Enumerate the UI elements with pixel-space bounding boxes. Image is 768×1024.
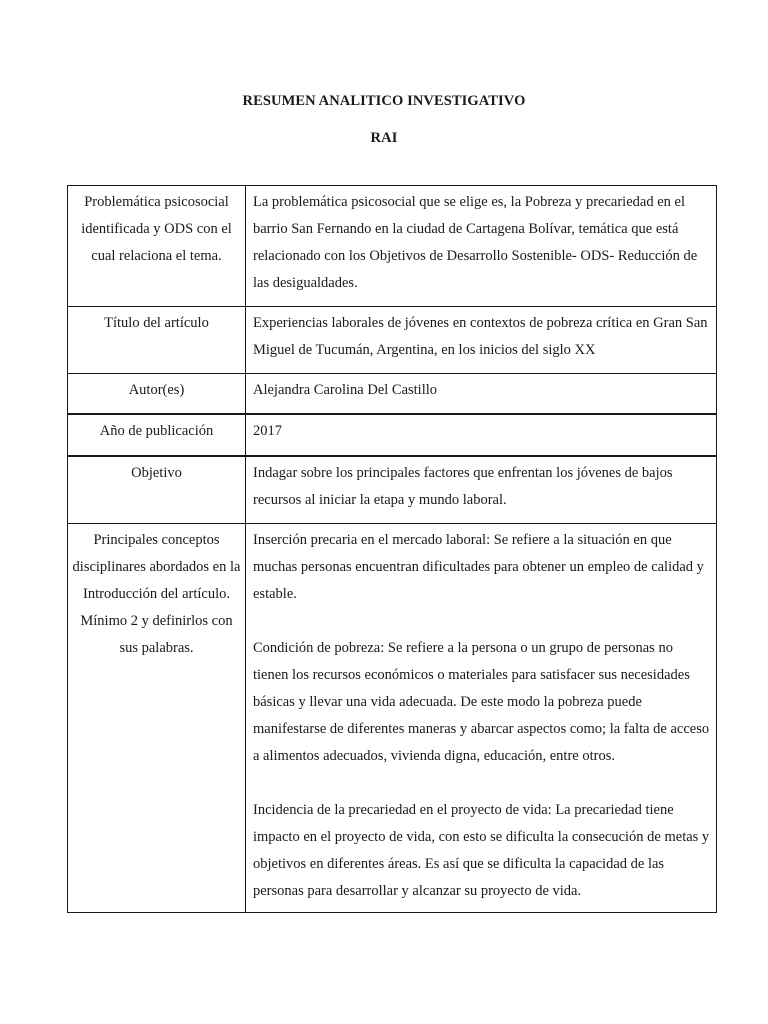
row-value-objetivo: Indagar sobre los principales factores que enfrentan los jóvenes de bajos recursos al iniciar la etapa y mundo laboral. [246,456,717,524]
row-label-titulo: Título del artículo [68,307,246,374]
row-label-conceptos-line-2: Mínimo 2 y definirlos con sus palabras. [80,613,233,656]
row-label-anio: Año de publicación [68,414,246,456]
row-value-problematica: La problemática psicosocial que se elige es, la Pobreza y precariedad en el barrio San Fernando en la ciudad de Cartagena Bolívar, temática que está relacionado con los Objetivos de Desarrollo Sostenible- ODS- Reducción de las desigualdades. [246,186,717,307]
table-row-titulo [68,307,717,374]
row-label-autor: Autor(es) [68,374,246,415]
rai-table [67,185,717,913]
row-value-autor: Alejandra Carolina Del Castillo [246,374,717,415]
concept-insercion-precaria: Inserción precaria en el mercado laboral: Se refiere a la situación en que muchas personas encuentran dificultades para obtener un empleo de calidad y estable. [253,532,704,602]
table-row-problematica [68,186,717,307]
row-value-titulo: Experiencias laborales de jóvenes en contextos de pobreza crítica en Gran San Miguel de Tucumán, Argentina, en los inicios del siglo XX [246,307,717,374]
concept-condicion-pobreza: Condición de pobreza: Se refiere a la persona o un grupo de personas no tienen los recursos económicos o materiales para satisfacer sus necesidades básicas y llevar una vida adecuada. De este modo la pobreza puede manifestarse de diferentes maneras y abarcar aspectos como; la falta de acceso a alimentos adecuados, vivienda digna, educación, entre otros. [253,640,710,764]
row-label-conceptos [68,524,246,913]
table-row-autor [68,374,717,415]
row-value-anio: 2017 [246,414,717,456]
row-label-problematica: Problemática psicosocial identificada y ODS con el cual relaciona el tema. [68,186,246,307]
concept-incidencia-precariedad: Incidencia de la precariedad en el proyecto de vida: La precariedad tiene impacto en el proyecto de vida, con esto se dificulta la consecución de metas y objetivos en diferentes áreas. Es así que se dificulta la capacidad de las personas para desarrollar y alcanzar su proyecto de vida. [253,802,710,899]
row-value-conceptos [246,524,717,913]
row-label-objetivo: Objetivo [68,456,246,524]
row-label-conceptos-line-1: Principales conceptos disciplinares abordados en la Introducción del artículo. [72,532,241,602]
document-title: RESUMEN ANALITICO INVESTIGATIVO [242,93,526,109]
table-row-objetivo [68,456,717,524]
document-subtitle: RAI [370,130,398,146]
table-row-conceptos [68,524,717,913]
table-row-anio [68,414,717,456]
